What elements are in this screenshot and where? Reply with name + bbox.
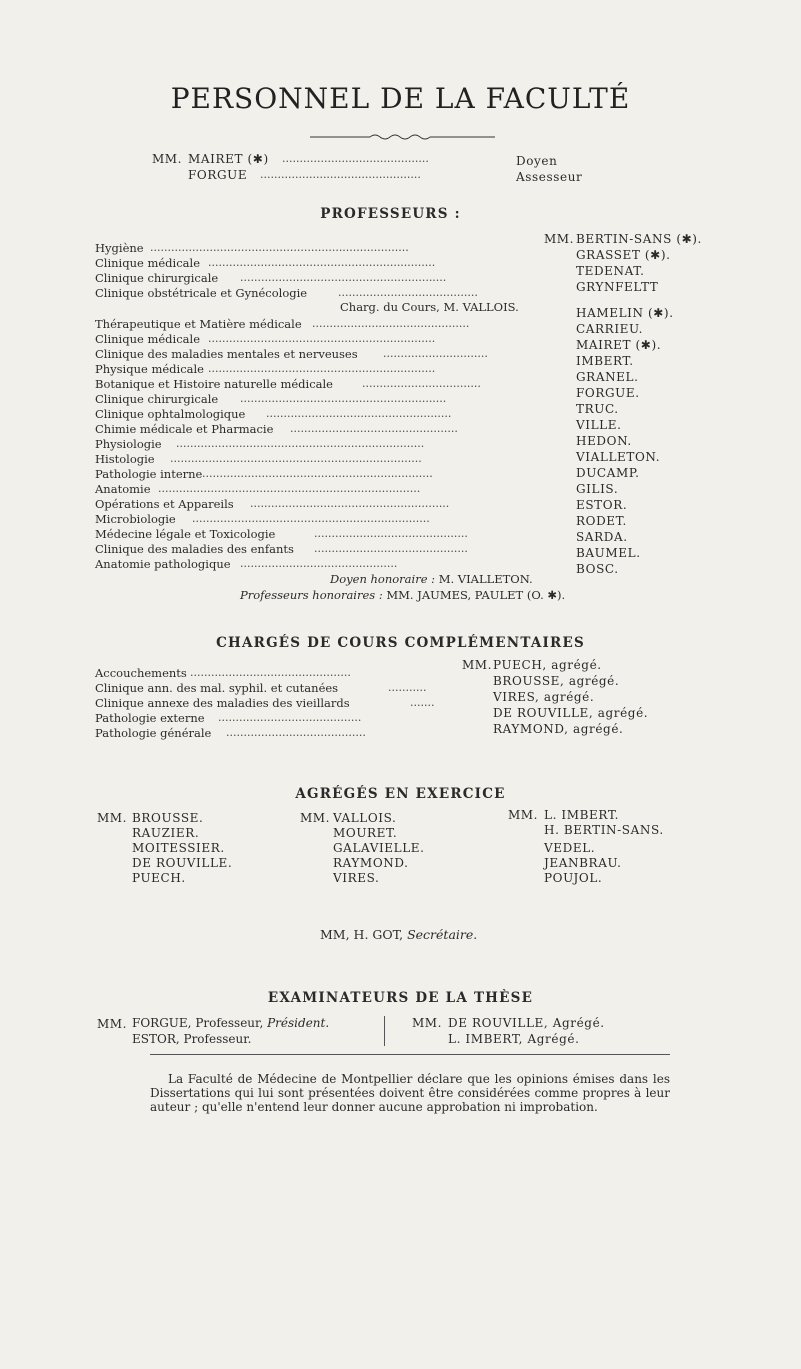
charge-name: PUECH, agrégé. <box>493 658 602 672</box>
leader-dots: .......................................................................... <box>150 241 409 254</box>
professor-name: FORGUE. <box>576 386 640 400</box>
leader-dots: ............................................. <box>240 557 398 570</box>
leader-dots: .............................. <box>383 347 488 360</box>
subject-charge-cours: Charg. du Cours, M. VALLOIS. <box>340 300 519 314</box>
secretaire-role: Secrétaire. <box>407 927 478 942</box>
subject: Accouchements <box>95 666 187 680</box>
subject: Clinique des maladies des enfants <box>95 542 294 556</box>
subject: Thérapeutique et Matière médicale <box>95 317 302 331</box>
leader-dots: ................................................ <box>290 422 458 435</box>
charge-name: DE ROUVILLE, agrégé. <box>493 706 649 720</box>
leader-dots: ........................................................... <box>240 392 447 405</box>
agrege-name: VEDEL. <box>544 841 596 855</box>
leader-dots: .................................................................... <box>192 512 430 525</box>
professor-name: GILIS. <box>576 482 619 496</box>
leader-dots: ........................................ <box>226 726 366 739</box>
examinateur-title: Professeur. <box>183 1032 252 1046</box>
subject: Clinique obstétricale et Gynécologie <box>95 286 308 300</box>
professor-name: HEDON. <box>576 434 632 448</box>
subject: Opérations et Appareils <box>95 497 234 511</box>
professor-name: GRYNFELTT <box>576 280 659 294</box>
agrege-name: BROUSSE. <box>132 811 204 825</box>
charge-name: VIRES, agrégé. <box>493 690 595 704</box>
agrege-name: VIRES. <box>333 871 380 885</box>
leader-dots: .................................. <box>362 377 481 390</box>
agrege-name: MOITESSIER. <box>132 841 225 855</box>
prof-honoraires-label: Professeurs honoraires : <box>240 588 383 602</box>
leader-dots: .............................................. <box>190 666 351 679</box>
leader-dots: ........................................................................... <box>158 482 421 495</box>
subject: Pathologie externe <box>95 711 205 725</box>
assesseur-name: FORGUE <box>188 168 248 182</box>
professor-name: VIALLETON. <box>576 450 661 464</box>
secretaire-name: MM, H. GOT, <box>320 927 404 942</box>
subject: Pathologie interne <box>95 467 203 481</box>
professeurs-honoraires <box>240 588 565 602</box>
professor-name: TRUC. <box>576 402 619 416</box>
leader-dots: ................................................................. <box>208 256 436 269</box>
subject: Clinique des maladies mentales et nerveuses <box>95 347 358 361</box>
professor-name: CARRIEU. <box>576 322 644 336</box>
subject: Anatomie pathologique <box>95 557 231 571</box>
examinateur-role: Président. <box>267 1016 330 1030</box>
leader-dots: ........................................ <box>338 286 478 299</box>
leader-dots: ............................................ <box>314 527 468 540</box>
agrege-name: L. IMBERT. <box>544 808 620 822</box>
agrege-name: MOURET. <box>333 826 398 840</box>
professor-name: IMBERT. <box>576 354 634 368</box>
professeurs-heading: PROFESSEURS : <box>320 206 461 222</box>
leader-dots: ................................................................. <box>208 332 436 345</box>
professor-name: BAUMEL. <box>576 546 641 560</box>
doyen-role: Doyen <box>516 154 558 168</box>
subject: Chimie médicale et Pharmacie <box>95 422 274 436</box>
faculty-disclaimer: La Faculté de Médecine de Montpellier déclare que les opinions émises dans les Dissertations qui lui sont présentées doivent être considérées comme propres à leur auteur ; qu'elle n'entend leur donner aucune approbation ni improbation. <box>150 1072 670 1114</box>
subject: Hygiène <box>95 241 144 255</box>
prof-honoraires-names: MM. JAUMES, PAULET (O. ✱). <box>386 588 566 602</box>
professeurs-mm: MM. <box>544 232 574 246</box>
leader-dots: ................................................................. <box>208 362 436 375</box>
agrege-name: PUECH. <box>132 871 186 885</box>
subject: Clinique chirurgicale <box>95 271 219 285</box>
leader-dots: .................................................................. <box>202 467 433 480</box>
leader-dots: ....................................................................... <box>176 437 425 450</box>
subject: Physiologie <box>95 437 162 451</box>
professor-name: SARDA. <box>576 530 628 544</box>
professor-name: GRANEL. <box>576 370 639 384</box>
subject: Clinique médicale <box>95 256 200 270</box>
page-title: PERSONNEL DE LA FACULTÉ <box>170 82 631 115</box>
examinateur-estor <box>132 1032 251 1046</box>
subject: Clinique médicale <box>95 332 200 346</box>
charges-heading: CHARGÉS DE COURS COMPLÉMENTAIRES <box>216 635 585 651</box>
professor-name: VILLE. <box>576 418 622 432</box>
examinateurs-mm: MM. <box>97 1017 127 1031</box>
subject: Médecine légale et Toxicologie <box>95 527 276 541</box>
leader-dots: ........................................................... <box>240 271 447 284</box>
agreges-heading: AGRÉGÉS EN EXERCICE <box>295 786 506 802</box>
agrege-name: VALLOIS. <box>333 811 397 825</box>
leader-dots: ......................................................... <box>250 497 450 510</box>
leader-dots: .............................................. <box>260 168 421 181</box>
admin-mm: MM. <box>152 152 182 166</box>
charges-mm: MM. <box>462 658 492 672</box>
examinateur-name: ESTOR, <box>132 1032 180 1046</box>
examinateur-right: DE ROUVILLE, Agrégé. <box>448 1016 605 1030</box>
professor-name: BOSC. <box>576 562 619 576</box>
agrege-name: RAUZIER. <box>132 826 200 840</box>
professor-name: MAIRET (✱). <box>576 338 662 352</box>
leader-dots: ........................................................................ <box>170 452 422 465</box>
subject: Histologie <box>95 452 155 466</box>
secretaire <box>320 927 477 942</box>
doyen-honoraire <box>330 572 533 586</box>
subject: Anatomie <box>95 482 151 496</box>
leader-dots: ............................................. <box>312 317 470 330</box>
examinateur-president <box>132 1016 329 1030</box>
subject: Clinique chirurgicale <box>95 392 219 406</box>
title-ornament <box>310 132 495 142</box>
examinateur-right: L. IMBERT, Agrégé. <box>448 1032 580 1046</box>
doyen-honoraire-label: Doyen honoraire : <box>330 572 436 586</box>
agrege-name: DE ROUVILLE. <box>132 856 233 870</box>
professor-name: HAMELIN (✱). <box>576 306 674 320</box>
examinateur-name: FORGUE, <box>132 1016 192 1030</box>
subject: Clinique ann. des mal. syphil. et cutanées <box>95 681 339 695</box>
subject: Clinique annexe des maladies des vieillards <box>95 696 350 710</box>
subject: Clinique ophtalmologique <box>95 407 246 421</box>
subject: Microbiologie <box>95 512 176 526</box>
agrege-name: JEANBRAU. <box>544 856 622 870</box>
professor-name: ESTOR. <box>576 498 628 512</box>
agrege-name: RAYMOND. <box>333 856 409 870</box>
agrege-name: POUJOL. <box>544 871 603 885</box>
professor-name: GRASSET (✱). <box>576 248 671 262</box>
charge-name: RAYMOND, agrégé. <box>493 722 624 736</box>
charge-name: BROUSSE, agrégé. <box>493 674 620 688</box>
doyen-honoraire-name: M. VIALLETON. <box>438 572 533 586</box>
examinateurs-heading: EXAMINATEURS DE LA THÈSE <box>267 990 534 1006</box>
agreges-mm: MM. <box>97 811 127 825</box>
leader-dots: ........... <box>388 681 427 694</box>
agreges-mm: MM. <box>508 808 538 822</box>
column-divider <box>384 1016 385 1046</box>
subject: Pathologie générale <box>95 726 212 740</box>
agreges-mm: MM. <box>300 811 330 825</box>
divider-rule <box>150 1054 670 1055</box>
professor-name: BERTIN-SANS (✱). <box>576 232 702 246</box>
professor-name: DUCAMP. <box>576 466 640 480</box>
examinateur-title: Professeur, <box>195 1016 264 1030</box>
examinateurs-mm-right: MM. <box>412 1016 442 1030</box>
leader-dots: ..................................................... <box>266 407 452 420</box>
leader-dots: ....... <box>410 696 435 709</box>
assesseur-role: Assesseur <box>516 170 583 184</box>
subject: Physique médicale <box>95 362 204 376</box>
professor-name: RODET. <box>576 514 627 528</box>
subject: Botanique et Histoire naturelle médicale <box>95 377 333 391</box>
agrege-name: GALAVIELLE. <box>333 841 425 855</box>
professor-name: TEDENAT. <box>576 264 645 278</box>
agrege-name: H. BERTIN-SANS. <box>544 823 664 837</box>
leader-dots: .......................................... <box>282 152 429 165</box>
leader-dots: ............................................ <box>314 542 468 555</box>
doyen-name: MAIRET (✱) <box>188 152 269 166</box>
leader-dots: ......................................... <box>218 711 362 724</box>
